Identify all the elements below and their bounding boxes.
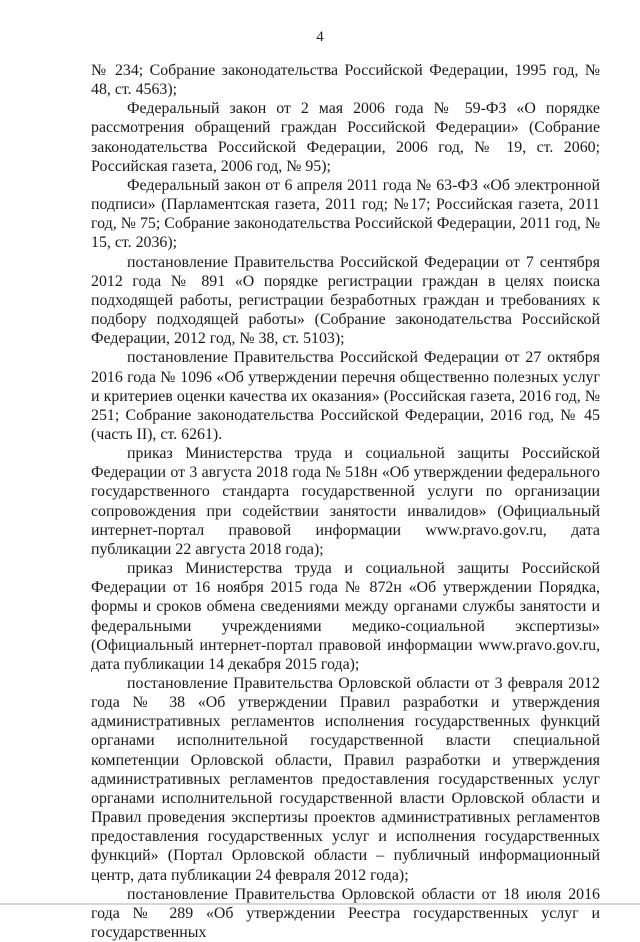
paragraph-government-decree-891: постановление Правительства Российской Федерации от 7 сентября 2012 года № 891 «О порядке регистрации граждан в целях поиска подходящей работы, регистрации безработных граждан и требованиях к подбору подходящей работы» (Собрание законодательства Российской Федерации, 2012 год, № 38, ст. 5103); bbox=[91, 253, 600, 348]
page-number: 4 bbox=[316, 29, 324, 45]
paragraph-oryol-decree-289: постановление Правительства Орловской области от 18 июля 2016 года № 289 «Об утверждении Реестра государственных услуг и государственных bbox=[91, 885, 600, 942]
paragraph-federal-law-63fz: Федеральный закон от 6 апреля 2011 года № 63-ФЗ «Об электронной подписи» (Парламентская газета, 2011 год; №17; Российская газета, 2011 год, № 75; Собрание законодательства Российской Федерации, 2011 год, № 15, ст. 2036); bbox=[91, 176, 600, 252]
paragraph-ministry-order-518n: приказ Министерства труда и социальной защиты Российской Федерации от 3 августа 2018 года № 518н «Об утверждении федерального государственного стандарта государственной услуги по организации сопровождения при содействии занятости инвалидов» (Официальный интернет-портал правовой информации www.pravo.gov.ru, дата публикации 22 августа 2018 года); bbox=[91, 445, 600, 558]
document-body bbox=[91, 61, 600, 942]
paragraph-federal-law-59fz: Федеральный закон от 2 мая 2006 года № 59-ФЗ «О порядке рассмотрения обращений граждан Российской Федерации» (Собрание законодательства Российской Федерации, 2006 год, № 19, ст. 2060; Российская газета, 2006 год, № 95); bbox=[91, 100, 600, 175]
paragraph-ministry-order-872n: приказ Министерства труда и социальной защиты Российской Федерации от 16 ноября 2015 года № 872н «Об утверждении Порядка, формы и сроков обмена сведениями между органами службы занятости и федеральными учреждениями медико-социальной экспертизы» (Официальный интернет-портал правовой информации www.pravo.gov.ru, дата публикации 14 декабря 2015 года); bbox=[91, 560, 600, 673]
paragraph-government-decree-1096: постановление Правительства Российской Федерации от 27 октября 2016 года № 1096 «Об утверждении перечня общественно полезных услуг и критериев оценки качества их оказания» (Российская газета, 2016 год, № 251; Собрание законодательства Российской Федерации, 2016 год, № 45 (часть II), ст. 6261). bbox=[91, 349, 600, 443]
paragraph-oryol-decree-38: постановление Правительства Орловской области от 3 февраля 2012 года № 38 «Об утверждении Правил разработки и утверждения административных регламентов исполнения государственных функций органами исполнительной государственной власти специальной компетенции Орловской области, Правил разработки и утверждения административных регламентов предоставления государственных услуг органами исполнительной государственной власти Орловской области и Правил проведения экспертизы проектов административных регламентов предоставления государственных услуг и исполнения государственных функций» (Портал Орловской области – публичный информационный центр, дата публикации 24 февраля 2012 года); bbox=[91, 675, 600, 884]
paragraph-continuation: № 234; Собрание законодательства Российской Федерации, 1995 год, № 48, ст. 4563); bbox=[91, 62, 600, 99]
